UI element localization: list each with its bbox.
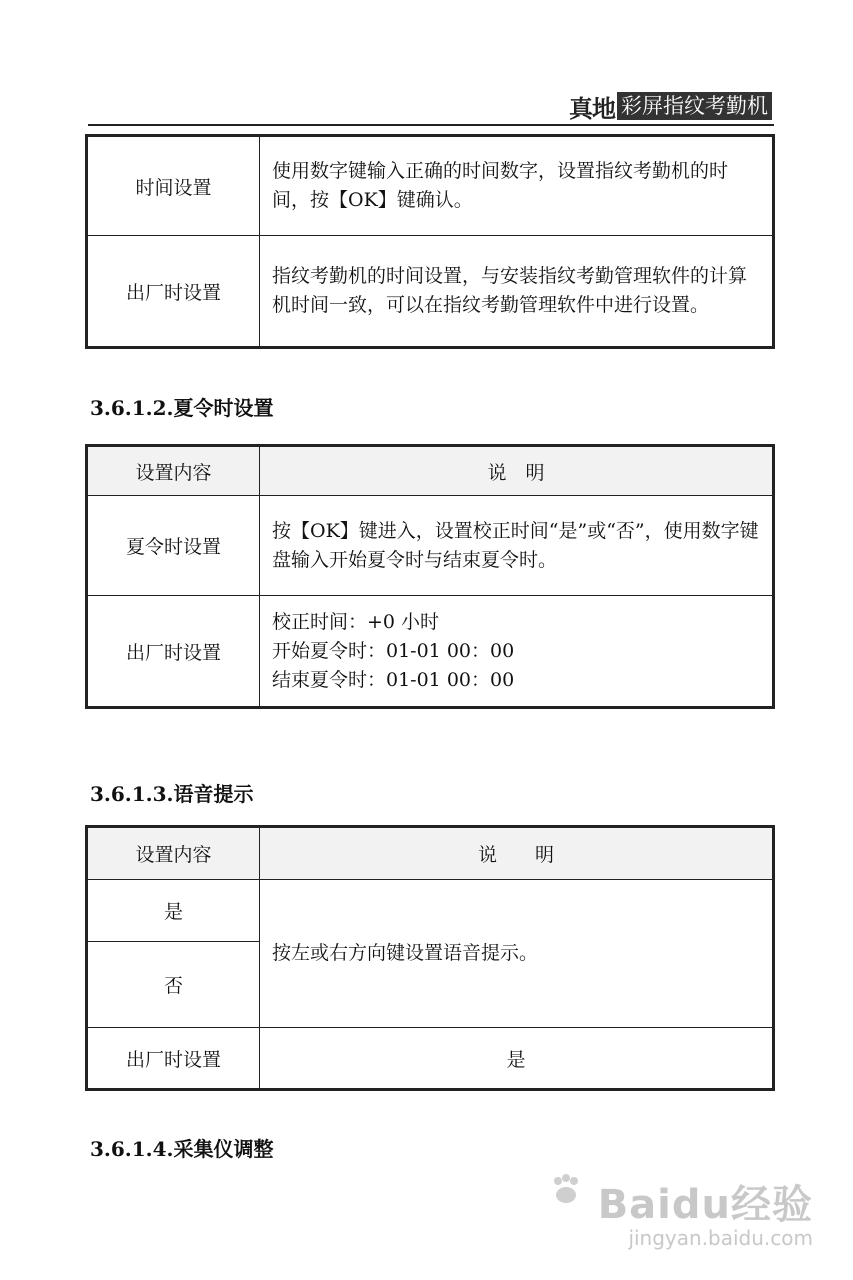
row-description: 指纹考勤机的时间设置，与安装指纹考勤管理软件的计算机时间一致，可以在指纹考勤管理软件中进行设置。 <box>260 236 774 348</box>
table-row <box>87 136 774 236</box>
table-row <box>87 1028 774 1090</box>
row-label: 出厂时设置 <box>87 1028 260 1090</box>
row-label: 夏令时设置 <box>87 496 260 596</box>
dst-setting-table <box>85 444 775 709</box>
section-title-sensor: 3.6.1.4.采集仪调整 <box>90 1137 274 1161</box>
row-description: 按左或右方向键设置语音提示。 <box>260 880 774 1028</box>
column-header-description: 说 明 <box>260 827 774 880</box>
column-header-description: 说 明 <box>260 446 774 496</box>
row-description: 按【OK】键进入，设置校正时间“是”或“否”，使用数字键盘输入开始夏令时与结束夏令时。 <box>260 496 774 596</box>
column-header-content: 设置内容 <box>87 446 260 496</box>
row-description: 使用数字键输入正确的时间数字，设置指纹考勤机的时间，按【OK】键确认。 <box>260 136 774 236</box>
brand-mark: 真地 <box>569 94 615 123</box>
table-row <box>87 236 774 348</box>
brand-title: 彩屏指纹考勤机 <box>617 92 772 120</box>
row-description <box>260 596 774 708</box>
table-header-row <box>87 827 774 880</box>
factory-correction-time: 校正时间：+0 小时 <box>272 610 440 633</box>
watermark-logo <box>549 1173 813 1230</box>
table-row <box>87 596 774 708</box>
section-title-dst: 3.6.1.2.夏令时设置 <box>90 396 274 420</box>
brand-logo <box>569 92 772 123</box>
factory-value: 是 <box>260 1028 774 1090</box>
option-no: 否 <box>87 942 260 1028</box>
factory-dst-end: 结束夏令时：01-01 00：00 <box>272 668 515 691</box>
row-label: 时间设置 <box>87 136 260 236</box>
voice-prompt-table <box>85 825 775 1091</box>
watermark-url: jingyan.baidu.com <box>628 1226 813 1250</box>
table-header-row <box>87 446 774 496</box>
page-header <box>88 88 774 126</box>
watermark-main-text: Baidu经验 <box>597 1182 813 1228</box>
factory-dst-start: 开始夏令时：01-01 00：00 <box>272 639 515 662</box>
row-label: 出厂时设置 <box>87 596 260 708</box>
section-title-voice: 3.6.1.3.语音提示 <box>90 782 254 806</box>
paw-icon <box>549 1173 583 1207</box>
row-label: 出厂时设置 <box>87 236 260 348</box>
watermark <box>549 1173 813 1250</box>
time-setting-table <box>85 134 775 349</box>
option-yes: 是 <box>87 880 260 942</box>
column-header-content: 设置内容 <box>87 827 260 880</box>
table-row <box>87 496 774 596</box>
table-row <box>87 880 774 942</box>
